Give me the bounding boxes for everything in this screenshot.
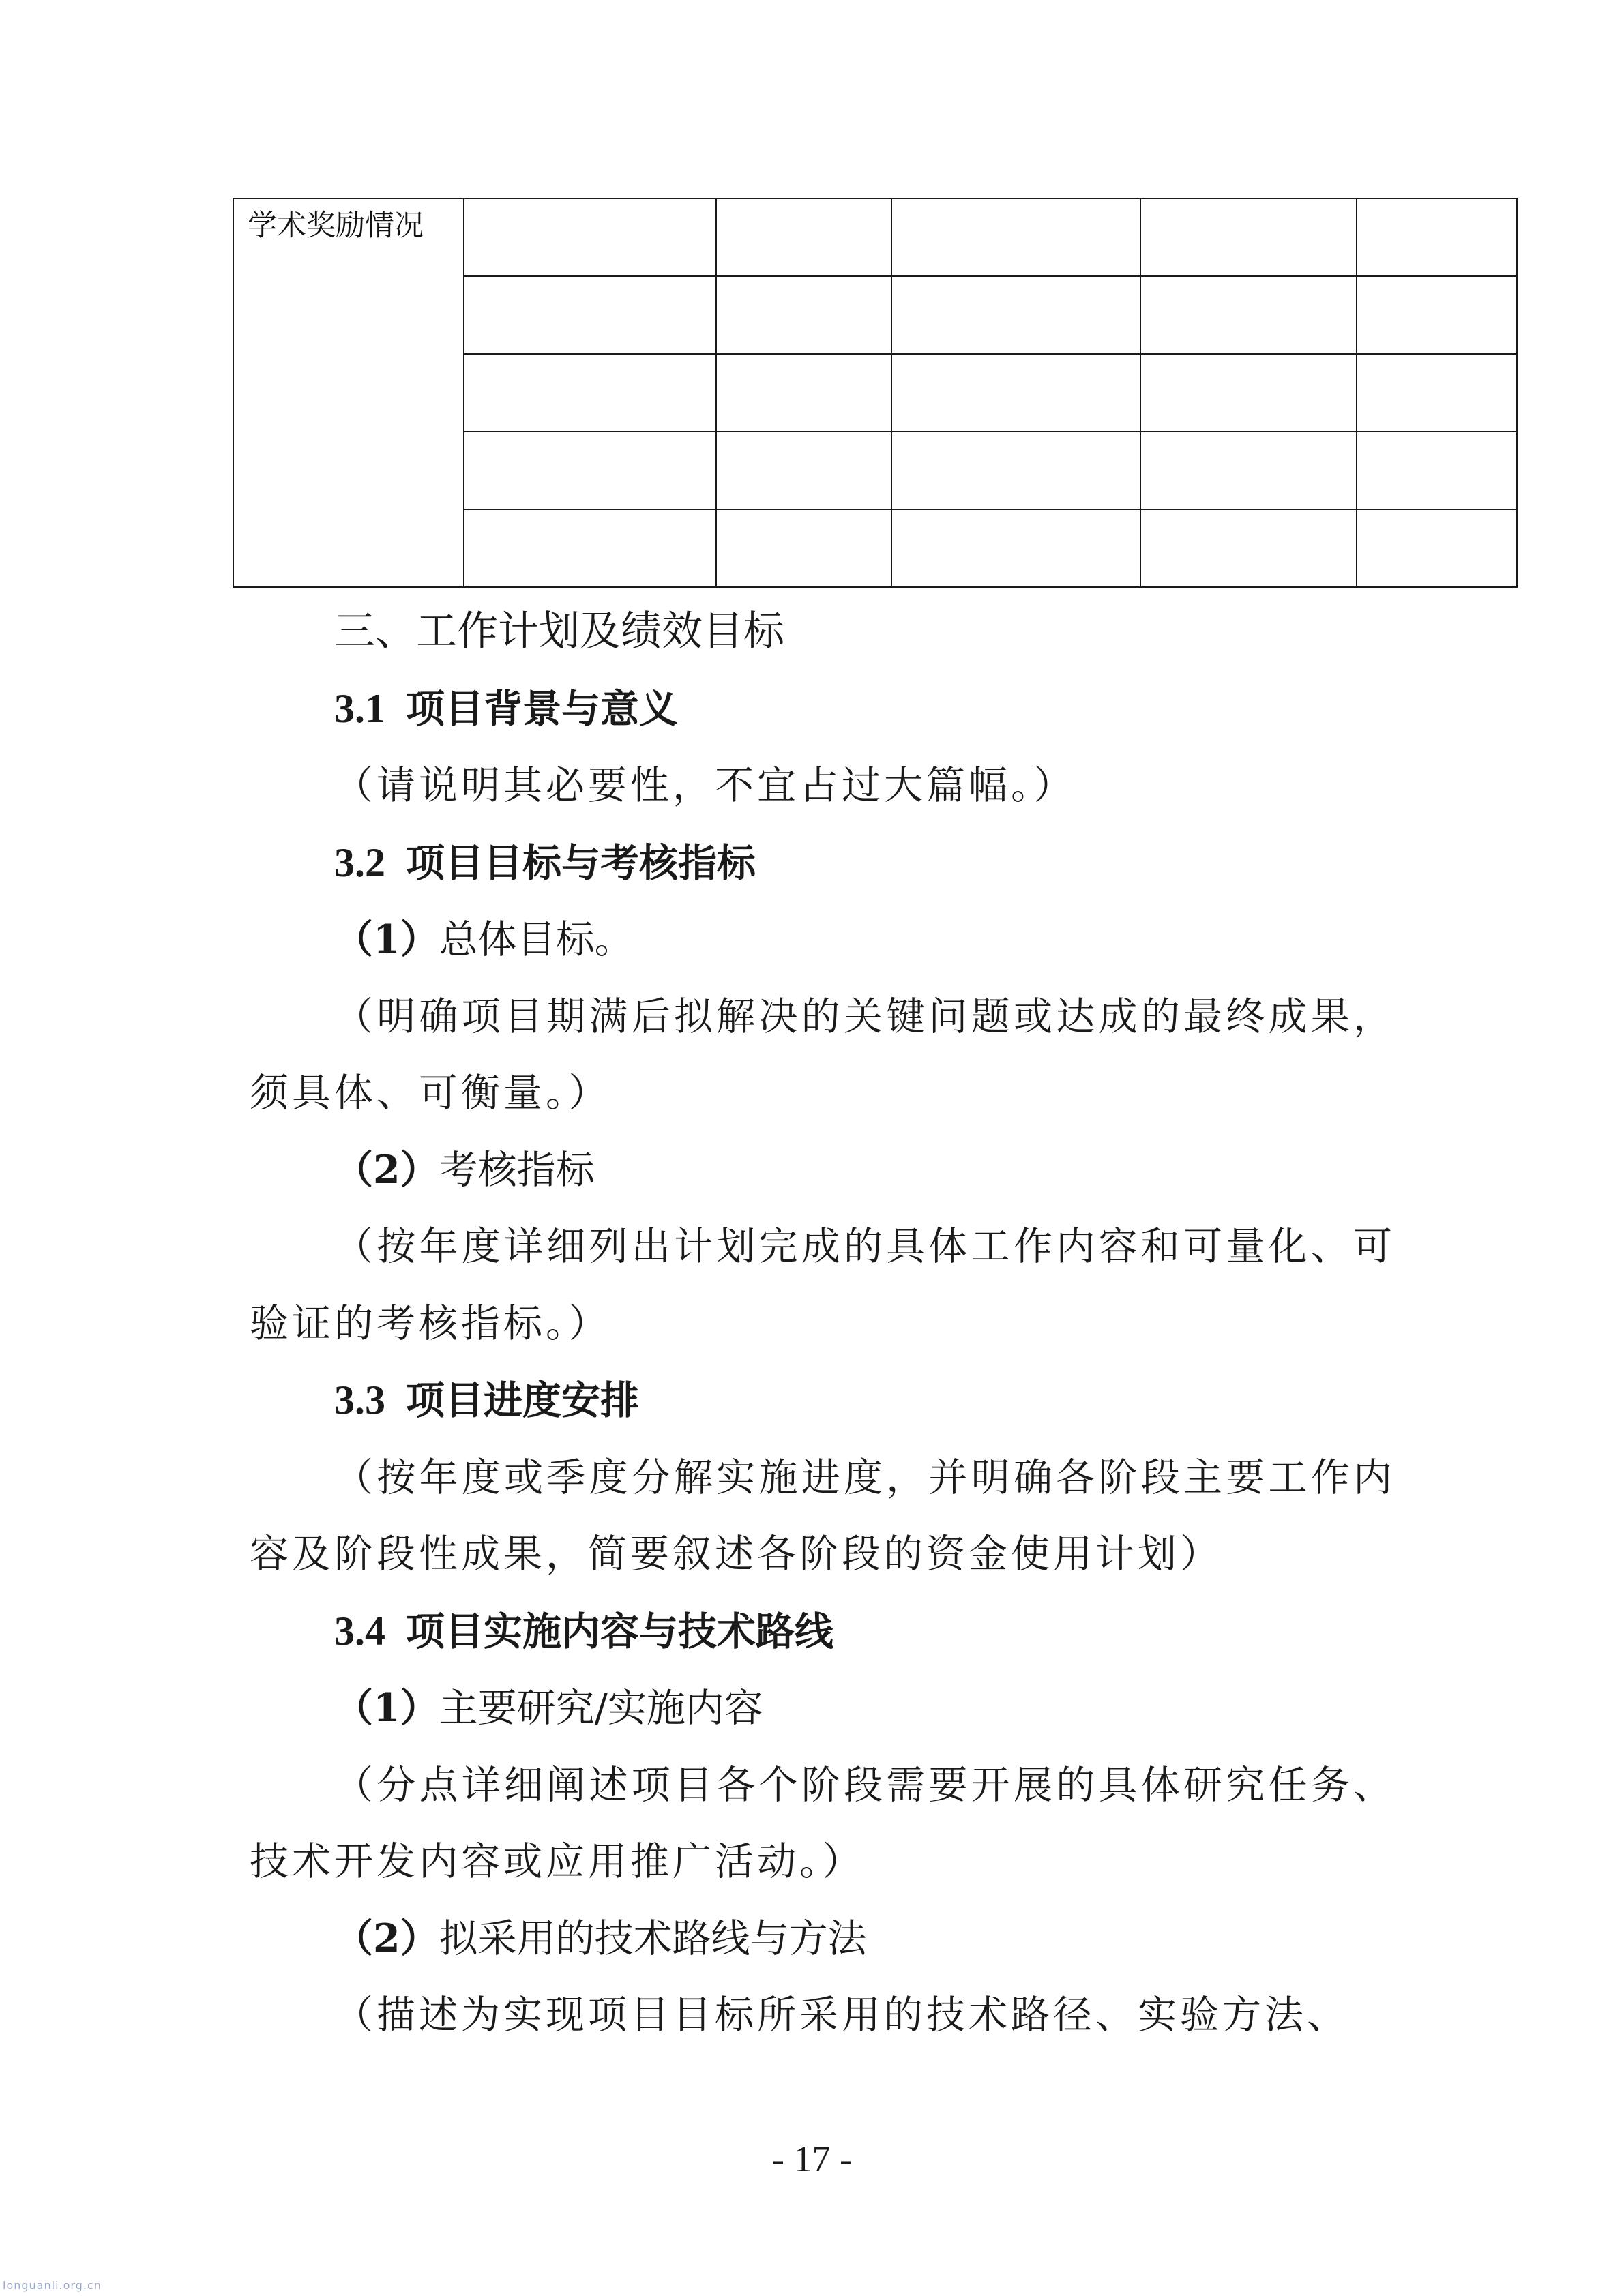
subsection-number: 3.1 <box>334 685 385 731</box>
page-number: - 17 - <box>772 2138 852 2179</box>
table-cell <box>1140 198 1357 276</box>
subsection-heading-3-1 <box>250 670 1396 748</box>
subsection-heading-3-3 <box>250 1362 1396 1440</box>
list-item-heading <box>250 1900 1396 1978</box>
subsection-title: 项目背景与意义 <box>406 685 678 732</box>
instruction-note: （请说明其必要性，不宜占过大篇幅。） <box>334 763 1076 808</box>
list-item-heading <box>250 901 1396 979</box>
subsection-heading-3-2 <box>250 824 1396 902</box>
table-cell <box>1140 276 1357 354</box>
table-cell <box>464 276 716 354</box>
item-label: 考核指标 <box>439 1147 595 1193</box>
table-cell <box>1357 432 1517 509</box>
table-cell <box>716 276 891 354</box>
table-cell <box>1357 198 1517 276</box>
table-cell <box>891 276 1140 354</box>
table-cell <box>891 198 1140 276</box>
table-cell <box>464 509 716 587</box>
subsection-number: 3.2 <box>334 839 385 885</box>
table-cell <box>716 509 891 587</box>
instruction-note: （明确项目期满后拟解决的关键问题或达成的最终成果，须具体、可衡量。） <box>250 994 1396 1116</box>
subsection-number: 3.3 <box>334 1377 385 1422</box>
awards-row-label: 学术奖励情况 <box>233 198 464 587</box>
table-cell <box>891 432 1140 509</box>
section-heading: 三、工作计划及绩效目标 <box>334 608 784 655</box>
academic-awards-table <box>233 198 1518 588</box>
subsection-heading-3-4 <box>250 1593 1396 1671</box>
item-number: （2） <box>334 1146 439 1193</box>
table-cell <box>716 198 891 276</box>
table-cell <box>1357 276 1517 354</box>
table-cell <box>891 354 1140 432</box>
list-item-heading <box>250 1670 1396 1747</box>
watermark-text: longuanli.org.cn <box>3 2279 102 2292</box>
subsection-number: 3.4 <box>334 1608 385 1654</box>
list-item-heading <box>250 1132 1396 1209</box>
table-cell <box>1357 509 1517 587</box>
instruction-note: （分点详细阐述项目各个阶段需要开展的具体研究任务、技术开发内容或应用推广活动。） <box>250 1762 1396 1884</box>
instruction-note: （描述为实现项目目标所采用的技术路径、实验方法、 <box>334 1993 1349 2038</box>
table-cell <box>716 432 891 509</box>
item-number: （1） <box>334 1685 439 1731</box>
item-label: 总体目标。 <box>439 917 634 962</box>
section-content <box>250 593 1396 2054</box>
instruction-note: （按年度详细列出计划完成的具体工作内容和可量化、可验证的考核指标。） <box>250 1224 1396 1346</box>
table-cell <box>891 509 1140 587</box>
table-cell <box>464 432 716 509</box>
instruction-note: （按年度或季度分解实施进度，并明确各阶段主要工作内容及阶段性成果，简要叙述各阶段的资金使用计划） <box>250 1455 1396 1577</box>
item-label: 主要研究/实施内容 <box>439 1686 763 1731</box>
table-cell <box>1140 509 1357 587</box>
table-cell <box>464 354 716 432</box>
subsection-title: 项目进度安排 <box>406 1377 639 1423</box>
item-label: 拟采用的技术路线与方法 <box>439 1915 867 1961</box>
subsection-title: 项目目标与考核指标 <box>406 839 756 886</box>
table-cell <box>716 354 891 432</box>
item-number: （1） <box>334 916 439 962</box>
subsection-title: 项目实施内容与技术路线 <box>406 1608 833 1654</box>
item-number: （2） <box>334 1915 439 1961</box>
table-cell <box>464 198 716 276</box>
table-row <box>233 198 1517 276</box>
table-cell <box>1140 432 1357 509</box>
table-cell <box>1357 354 1517 432</box>
table-cell <box>1140 354 1357 432</box>
